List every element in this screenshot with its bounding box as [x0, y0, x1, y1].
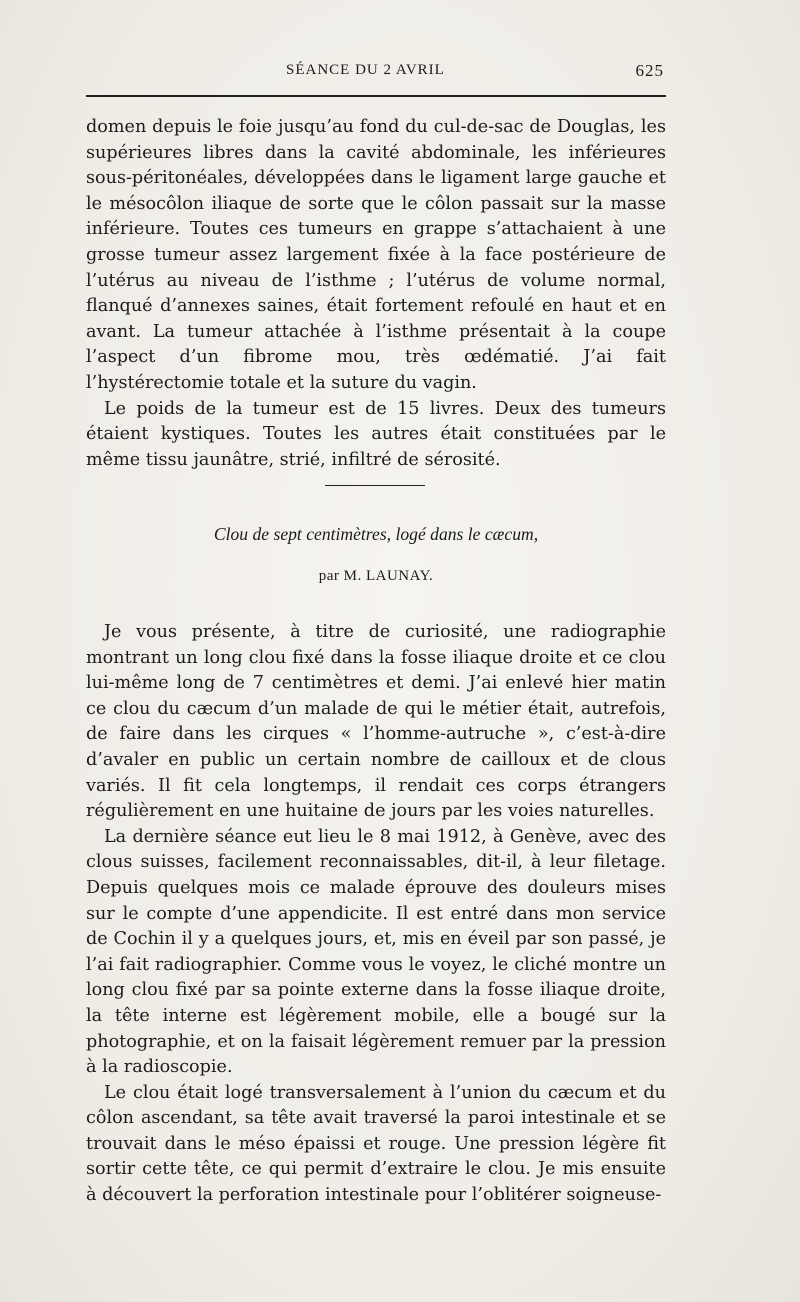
paragraph: La dernière séance eut lieu le 8 mai 1912, à Genève, avec des clous suisses, facilement reconnaissables, dit-il, à leur filetage. Depuis quelques mois ce malade éprouve des douleurs mises sur le compte d’une appendicite. Il est entré dans mon service de Cochin il y a quelques jours, et, mis en éveil par son passé, je l’ai fait radiographier. Comme vous le voyez, le cliché montre un long clou fixé par sa pointe externe dans la fosse iliaque droite, la tête interne est légèrement mobile, elle a bougé sur la photographie, et on la faisait légèrement remuer par la pression à la radioscopie. [86, 826, 666, 1078]
previous-article-conclusion [86, 115, 666, 473]
byline-prefix: par [318, 568, 340, 584]
section-divider [325, 485, 425, 486]
paragraph: Je vous présente, à titre de curiosité, une radiographie montrant un long clou fixé dans la fosse iliaque droite et ce clou lui-même long de 7 centimètres et demi. J’ai enlevé hier matin ce clou du cæcum d’un malade de qui le métier était, autrefois, de faire dans les cirques « l’homme-autruche », c’est-à-dire d’avaler en public un certain nombre de cailloux et de clous variés. Il fit cela longtemps, il rendait ces corps étrangers régulièrement en une huitaine de jours par les voies naturelles. [86, 622, 666, 822]
header-rule [86, 95, 666, 97]
paragraph: Le poids de la tumeur est de 15 livres. Deux des tumeurs étaient kystiques. Toutes les autres était constituées par le même tissu jaunâtre, strié, infiltré de sérosité. [86, 398, 666, 470]
author-name: M. LAUNAY. [343, 568, 434, 584]
page-number: 625 [635, 61, 664, 80]
article-title: Clou de sept centimètres, logé dans le cæcum, [213, 524, 539, 544]
paragraph: Le clou était logé transversalement à l’union du cæcum et du côlon ascendant, sa tête avait traversé la paroi intestinale et se trouvait dans le méso épaissi et rouge. Une pression légère fit sortir cette tête, ce qui permit d’extraire le clou. Je mis ensuite à découvert la perforation intestinale pour l’oblitérer soigneuse- [86, 1082, 666, 1206]
page-header [86, 58, 666, 82]
byline [86, 568, 666, 585]
article-body [86, 620, 666, 1209]
paragraph: domen depuis le foie jusqu’au fond du cul-de-sac de Douglas, les supérieures libres dans la cavité abdominale, les inférieures sous-péritonéales, développées dans le ligament large gauche et le mésocôlon iliaque de sorte que le côlon passait sur la masse inférieure. Toutes ces tumeurs en grappe s’attachaient à une grosse tumeur assez largement fixée à la face postérieure de l’utérus au niveau de l’isthme ; l’utérus de volume normal, flanqué d’annexes saines, était fortement refoulé en haut et en avant. La tumeur attachée à l’isthme présentait à la coupe l’aspect d’un fibrome mou, très œdématié. J’ai fait l’hystérectomie totale et la suture du vagin. [86, 117, 666, 393]
running-title: SÉANCE DU 2 AVRIL [286, 62, 445, 78]
